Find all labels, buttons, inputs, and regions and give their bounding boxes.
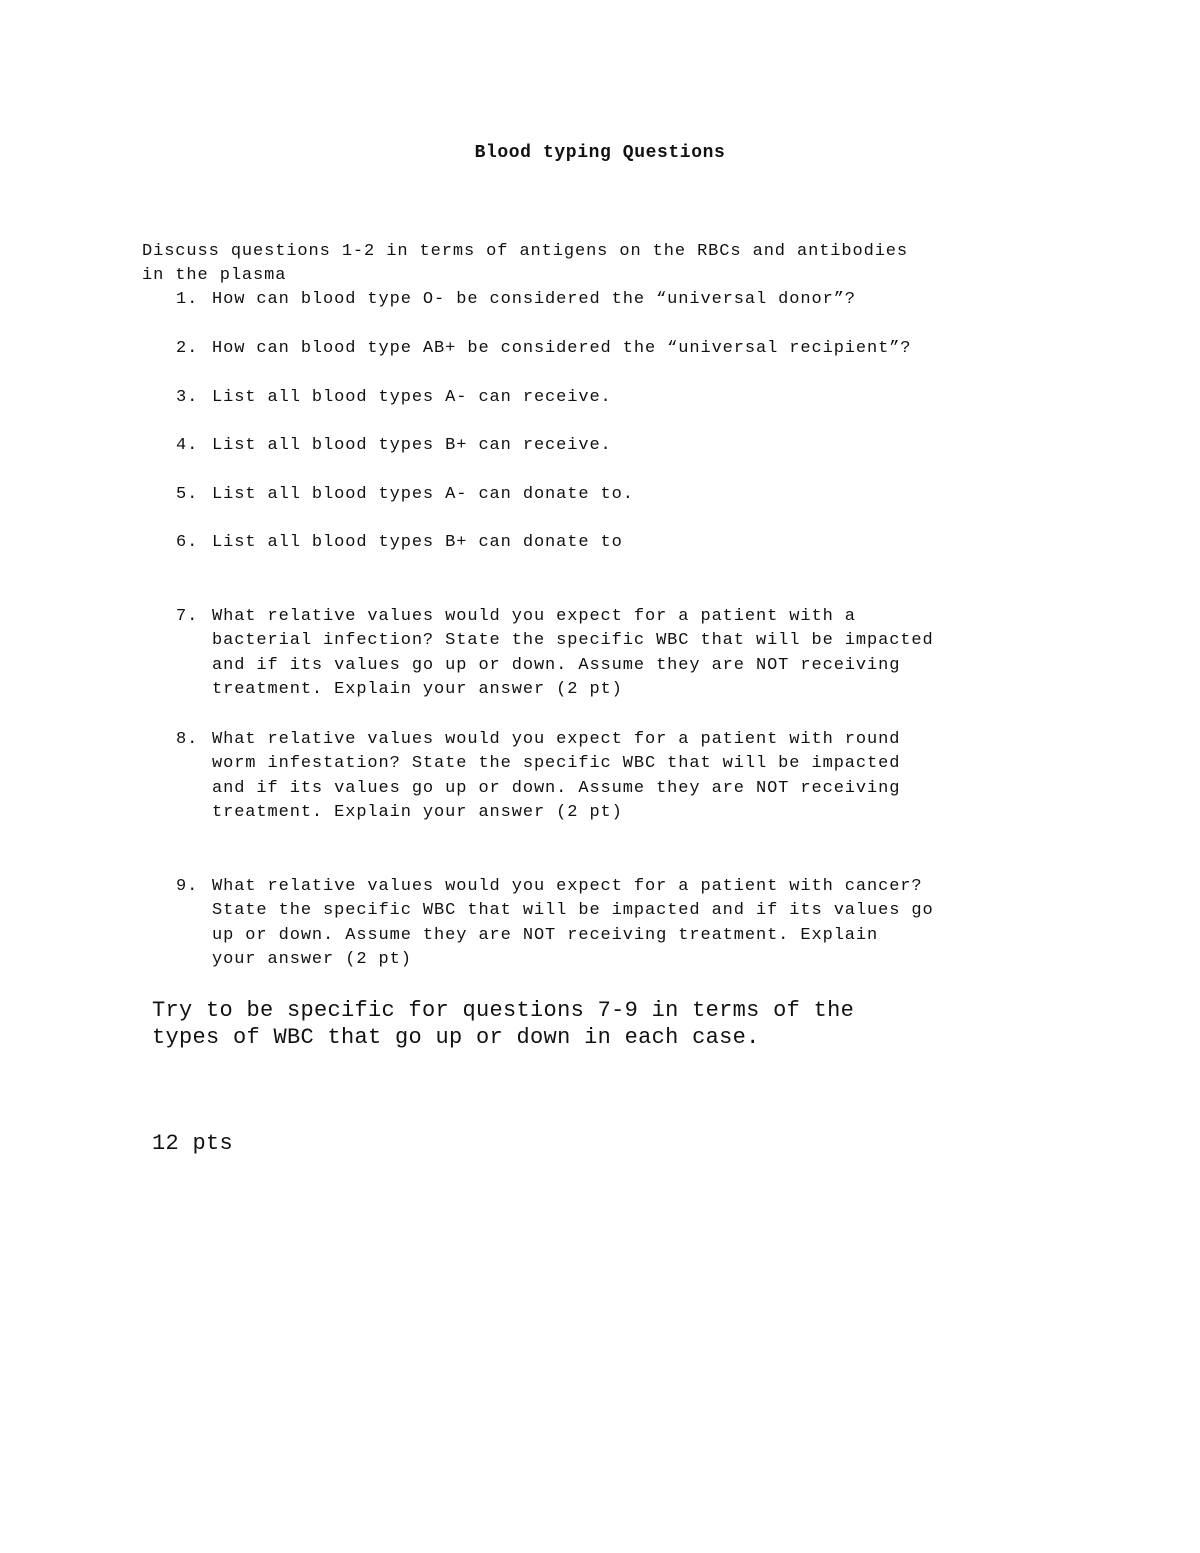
question-number: 2. (176, 339, 199, 358)
question-number: 9. (176, 877, 199, 896)
question-text: List all blood types B+ can donate to (212, 533, 623, 552)
question-number: 6. (176, 533, 199, 552)
question-number: 4. (176, 436, 199, 455)
question-number: 7. (176, 607, 199, 626)
question-text: What relative values would you expect for a patient with cancer? State the specific WBC that will be impacted and if its values go up or down. Assume they are NOT receiving treatment. Explain your answer (2 pt) (212, 877, 934, 970)
question-text: List all blood types B+ can receive. (212, 436, 612, 455)
question-text: How can blood type O- be considered the “universal donor”? (212, 290, 856, 309)
specificity-note: Try to be specific for questions 7-9 in terms of the types of WBC that go up or down in each case. (152, 998, 855, 1050)
question-text: List all blood types A- can receive. (212, 388, 612, 407)
instructions: Discuss questions 1-2 in terms of antigens on the RBCs and antibodies in the plasma (142, 242, 909, 285)
question-number: 1. (176, 290, 199, 309)
page-title: Blood typing Questions (474, 143, 726, 163)
question-number: 3. (176, 388, 199, 407)
question-number: 5. (176, 485, 199, 504)
question-number: 8. (176, 730, 199, 749)
question-text: What relative values would you expect for a patient with round worm infestation? State the specific WBC that will be impacted and if its values go up or down. Assume they are NOT receiving treatment. Explain your answer (2 pt) (212, 730, 901, 823)
question-text: What relative values would you expect for a patient with a bacterial infection? State the specific WBC that will be impacted and if its values go up or down. Assume they are NOT receiving treatment. Explain your answer (2 pt) (212, 607, 934, 700)
question-text: How can blood type AB+ be considered the “universal recipient”? (212, 339, 912, 358)
question-text: List all blood types A- can donate to. (212, 485, 634, 504)
total-points: 12 pts (152, 1131, 234, 1156)
